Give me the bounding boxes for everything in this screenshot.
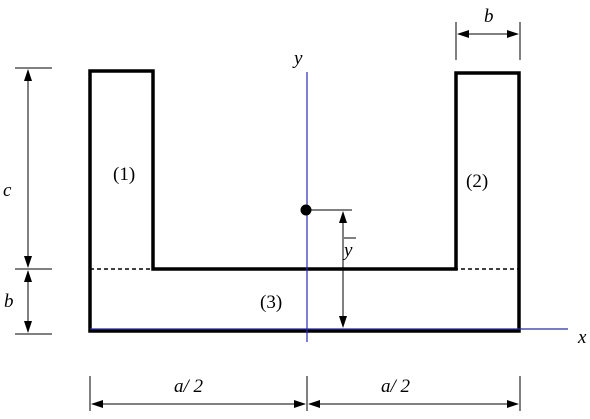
u-shape-outline bbox=[90, 71, 519, 331]
half-a-right-label: a/ 2 bbox=[381, 376, 411, 397]
ybar-label: y bbox=[344, 240, 353, 261]
b-left-label: b bbox=[4, 291, 14, 312]
half-a-left-label: a/ 2 bbox=[174, 376, 204, 397]
part-2-label: (2) bbox=[466, 171, 489, 192]
part-3-label: (3) bbox=[260, 292, 283, 313]
part-1-label: (1) bbox=[113, 164, 136, 185]
section-outline bbox=[90, 71, 519, 331]
b-top-label: b bbox=[484, 6, 494, 27]
y-axis-label: y bbox=[294, 48, 303, 69]
centroid-dot bbox=[301, 205, 312, 216]
c-label: c bbox=[3, 180, 12, 201]
x-axis-label: x bbox=[578, 327, 587, 348]
